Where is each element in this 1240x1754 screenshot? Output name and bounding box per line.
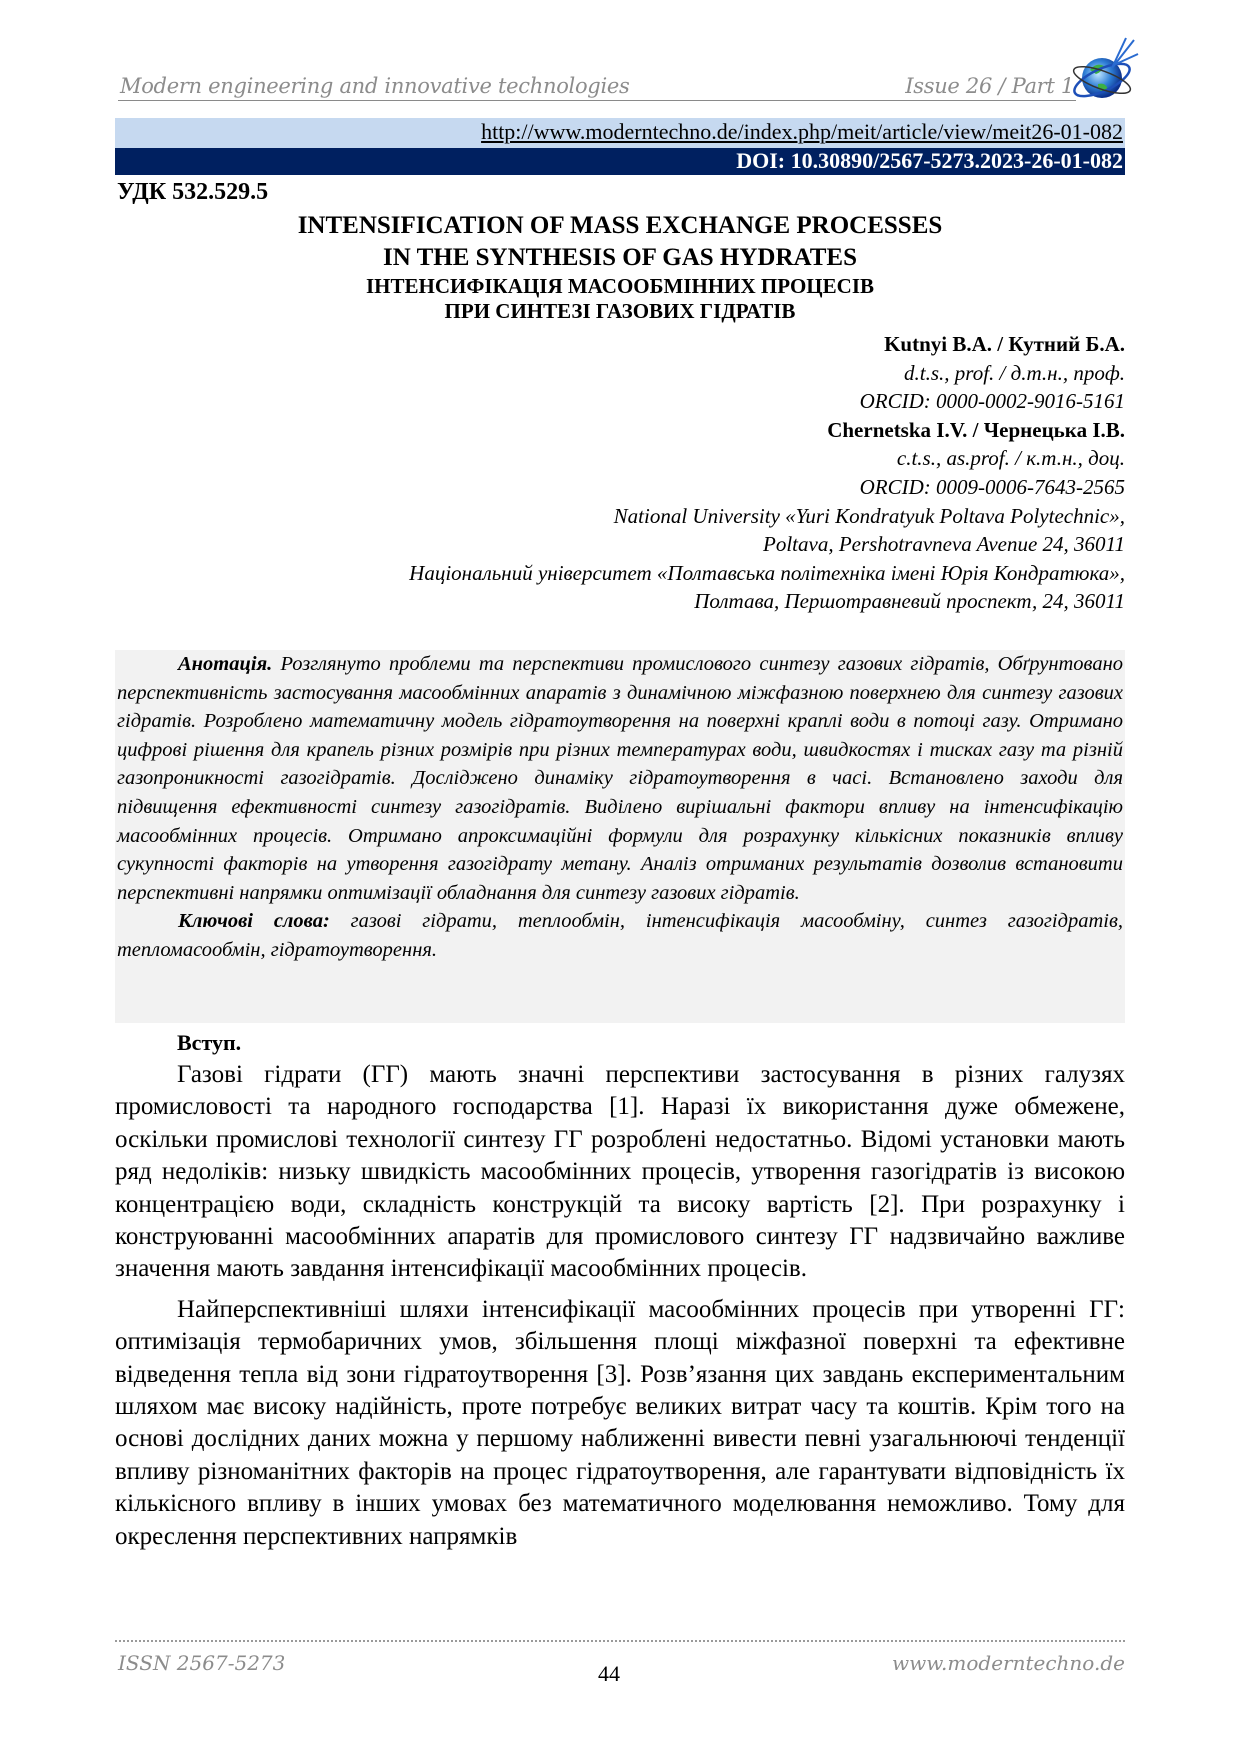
keywords-label: Ключові слова:	[178, 910, 330, 933]
footer-divider	[115, 1640, 1125, 1642]
keywords-paragraph	[115, 907, 1125, 964]
authors-block	[409, 330, 1125, 616]
author-degree: c.t.s., as.prof. / к.т.н., доц.	[896, 446, 1125, 471]
footer-website: www.moderntechno.de	[892, 1651, 1125, 1675]
udk-code: УДК 532.529.5	[117, 179, 269, 205]
author-degree: d.t.s., prof. / д.т.н., проф.	[904, 360, 1125, 385]
running-header	[118, 72, 1076, 101]
abstract-label: Анотація.	[178, 653, 273, 675]
title-en-line-2: IN THE SYNTHESIS OF GAS HYDRATES	[383, 244, 857, 271]
doi-text: DOI: 10.30890/2567-5273.2023-26-01-082	[736, 148, 1123, 173]
article-body	[115, 1027, 1125, 1553]
issue-label: Issue 26 / Part 1	[905, 74, 1074, 98]
body-paragraph: Найперспективніші шляхи інтенсифікації масообмінних процесів при утворенні ГГ: оптимізація термобаричних умов, збільшення площі міжфазної поверхні та ефективне відведення тепла від зони гідратоутворення [3]. Розв’язання цих завдань експериментальним шляхом має високу надійність, проте потребує великих витрат часу та коштів. Крім того на основі дослідних даних можна у першому наближенні вивести певні узагальнюючі тенденції впливу різноманітних факторів на процес гідратоутворення, але гарантувати відповідність їх кількісного впливу в інших умовах без математичного моделювання неможливо. Тому для окреслення перспективних напрямків	[115, 1295, 1125, 1550]
affiliation-ua-line-1: Національний університет «Полтавська політехніка імені Юрія Кондратюка»,	[409, 560, 1125, 585]
footer-issn: ISSN 2567-5273	[118, 1651, 286, 1675]
abstract-text: Розглянуто проблеми та перспективи промислового синтезу газових гідратів, Обґрунтовано перспективність застосування масообмінних апаратів з динамічною міжфазною поверхнею для синтезу газових гідратів. Розроблено математичну модель гідратоутворення на поверхні краплі води в потоці газу. Отримано цифрові рішення для крапель різних розмірів при різних температурах води, швидкостях і тисках газу та різній газопроникності газогідратів. Досліджено динаміку гідратоутворення в часі. Встановлено заходи для підвищення ефективності синтезу газогідратів. Виділено вирішальні фактори впливу на інтенсифікацію масообмінних процесів. Отримано апроксимаційні формули для розрахунку кількісних показників впливу сукупності факторів на утворення газогідрату метану. Аналіз отриманих результатів дозволив встановити перспективні напрямки оптимізації обладнання для синтезу газових гідратів.	[117, 653, 1123, 904]
section-heading: Вступ.	[177, 1030, 242, 1055]
journal-title: Modern engineering and innovative technologies	[120, 74, 630, 98]
author-name: Chernetska I.V. / Чернецька І.В.	[827, 417, 1125, 442]
affiliation-en-line-1: National University «Yuri Kondratyuk Poltava Polytechnic»,	[613, 503, 1125, 528]
keywords-text: газові гідрати, теплообмін, інтенсифікація масообміну, синтез газогідратів, тепломасообмін, гідратоутворення.	[117, 910, 1124, 961]
article-url-link[interactable]: http://www.moderntechno.de/index.php/meit/article/view/meit26-01-082	[481, 119, 1123, 144]
article-titles	[115, 210, 1125, 324]
author-name: Kutnyi B.A. / Кутний Б.А.	[884, 332, 1125, 356]
abstract-box	[115, 650, 1125, 1023]
page-number: 44	[598, 1661, 620, 1686]
article-url-bar	[115, 118, 1125, 149]
author-orcid: ORCID: 0009-0006-7643-2565	[859, 474, 1125, 499]
title-ua-line-2: ПРИ СИНТЕЗІ ГАЗОВИХ ГІДРАТІВ	[444, 299, 796, 323]
body-paragraph: Газові гідрати (ГГ) мають значні перспективи застосування в різних галузях промисловості та народного господарства [1]. Наразі їх використання дуже обмежене, оскільки промислові технології синтезу ГГ розроблені недостатньо. Відомі установки мають ряд недоліків: низьку швидкість масообмінних процесів, утворення газогідратів із високою концентрацією води, складність конструкцій та високу вартість [2]. При розрахунку і конструюванні масообмінних апаратів для промислового синтезу ГГ надзвичайно важливе значення мають завдання інтенсифікації масообмінних процесів.	[115, 1061, 1125, 1283]
title-ua-line-1: ІНТЕНСИФІКАЦІЯ МАСООБМІННИХ ПРОЦЕСІВ	[365, 274, 874, 298]
affiliation-en-line-2: Poltava, Pershotravneva Avenue 24, 36011	[763, 532, 1125, 557]
author-orcid: ORCID: 0000-0002-9016-5161	[859, 389, 1125, 414]
affiliation-ua-line-2: Полтава, Першотравневий проспект, 24, 36011	[694, 589, 1125, 614]
globe-logo-icon	[1068, 34, 1140, 110]
abstract-paragraph	[115, 650, 1125, 907]
title-en-line-1: INTENSIFICATION OF MASS EXCHANGE PROCESSES	[297, 212, 943, 239]
doi-bar	[115, 148, 1125, 175]
